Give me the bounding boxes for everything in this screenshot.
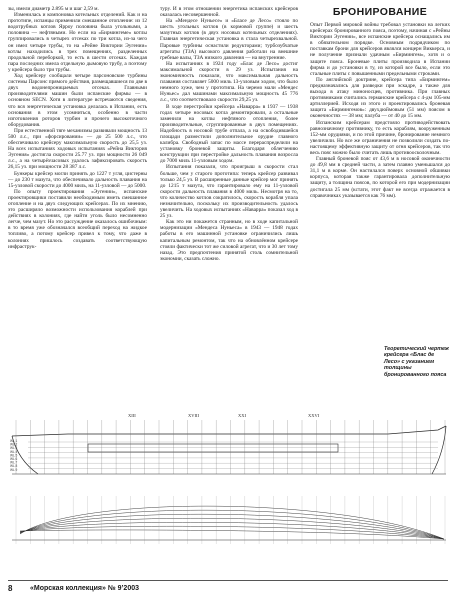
paragraph: Главный броневой пояс от 43,6 м в носовой оконечности до 49,8 мм в средней части, а затем плавно уменьшался до 31,1 м в корме. Он настилался поверх основной обшивки корпуса, которая также гарантировала дополнительную защиту, а толщина поясов, по которой его при модернизации достигала 25 мм (кстати, этот факт не всегда отражается в справочниках указывается как 76 мм). (310, 156, 450, 199)
paragraph: туру. И в этом отношении энергетика испанских крейсеров оказалась несовершенной. (160, 6, 298, 19)
paragraph: По опыту проектирования «Эугении», испанские проектировщики поставили необходимым иметь смешанное отопление и на двух следующих крейсерах. По их мнению, это расширяло возможности использования кораблей при действиях в колониях, где найти уголь было несомненно легче, чем мазут. Но это рассуждение оказалось ошибочным: в то время уже обозначался всеобщий переход на жидкое топливо, а потому крейсер привел к тому, что даже в колониях пришлось создавать соответствующую инфраструк- (8, 188, 147, 250)
paragraph: Опыт Первой мировой войны требовал установки на легких крейсерах бронированного пояса, поэтому, начиная с «Рейны Виктории Эугении», все испанские крейсера оснащались им в обязательном порядке. Основным подрядчиком по поставкам брони для крейсеров являлся концерн Виккерса, и не получение признали удачным «Бирмингем», хотя и о защите пояса. Броневые плиты производила в Испании фирма и до установки в ту, из которой все было, если это стальные плиты с повышенными предельными строками. (310, 22, 450, 77)
section-heading: БРОНИРОВАНИЕ (332, 6, 428, 18)
waterline-label: WL 5 (10, 453, 18, 458)
profile-stem (432, 426, 446, 474)
paragraph: Ход крейсеру сообщали четыре парсоновские турбины системы Парсонс прямого действия, размещавшиеся по две в двух водонепроницаемых отсеках. Главными производителями машин были испанские фирмы — в основном SECN. Хотя в литературе встречаются сведения, что вся энергетическая установка делалась в Испании, есть основания в этом усомниться, особенно в части изготовления роторов турбин и прочего высокоточного оборудования. (8, 73, 147, 128)
paragraph: зы, имели диаметр 2.895 м и шаг 2,59 м. (8, 6, 99, 12)
paragraph: Изменилась и компоновка котельных отделений. Как и на прототипе, испанцы применили смешанное отопление: из 12 водотрубных котлов Ярроу половина была угольными, а половина — нефтяными. Но если на «Бирмингеме» котлы группировались в четырех отсеках по три котла, из-за чего он имел четыре трубы, то на «Рейне Виктории Эугении» котлы находились в трех помещениях, разделенных продольной переборкой, то есть в шести отсеках. Каждая пара последних имела отдельную дымовую трубу, а поэтому у крейсера было три трубы. (8, 12, 147, 73)
waterline-label: WL 6 (10, 457, 18, 461)
paragraph: Как это ни покажется странным, но в ходе капитальной модернизации «Мендеса Нуньеса» в 1943 — 1948 годах работы в его машинной установке ограничились лишь капитальным ремонтом, так что на обновлённом крейсере стояли фактически тот же силовой агрегат, что и 30 лет тому назад. Это предпочтения принятой столь сомнительной экономии, сказать сложно. (160, 219, 298, 262)
waterline-label: WL 7 (10, 460, 18, 465)
paragraph: На «Мендесе Нуньесе» и «Бласе де Лесо» стояло по шесть угольных котлов (в кормовой группе) и шесть мазутных котлов (в двух носовых котельных отделениях). Главная энергетическая установка в стала четырехвальной. Паровые турбины оснастили редукторами; турбозубчатые агрегаты (ТЗА) высокого давления работали на внешние гребные валы, ТЗА низкого давления — на внутренние. (160, 18, 298, 61)
station-label: XVIII (188, 413, 199, 418)
paragraph: При естественной тяге механизмы развивали мощность 13 500 л.с., при «форсировании» — до 25 500 л.с., что обеспечивало крейсеру максимальную скорость до 25,5 уз. На всех испытаниях ходовых испытаниях «Рейна Виктория Эугения» достигла скорости 25.77 уз. при мощности 26 049 л.с., а на четырёхчасовых удалось зафиксировать скорость 26,15 уз. при мощности 28 387 л.с. (8, 127, 147, 171)
page-footer (8, 580, 448, 595)
publication-title: «Морская коллекция» № 9’2003 (30, 585, 139, 592)
paragraph: По английской доктрине, крейсера типа «Бирмингем» предназначались для разведки при эскадре, а также для выхода в атаку миноносцев, противника. При главных противниками считались германские крейсера с 4-дм 105-мм артиллерией. Исходя из этого и проектировались броневая защита «Бирмингемов»: двухдюймовым (51 мм) поясом в оконечностях — 38 мм; палуба — от 40 до 15 мм. (310, 76, 450, 120)
half-breadth-curve (20, 530, 444, 539)
page-number: 8 (8, 584, 13, 593)
ship-lines-svg (8, 412, 450, 572)
text-column-3-body (310, 22, 450, 199)
waterline-label: WL 3 (10, 446, 18, 451)
paragraph: На испытаниях в 1924 году «Блас де Лесо» достиг максимальной скорости в 29 уз. Испытания на экономичность показали, что максимальная дальность плавания составляет 5000 миль 13-узловым ходом, что было немного хуже, чем у прототипа. На черемо мали «Мендес Нуньес» дал машинами максимальную мощность 45 776 л.с., что соответствовало скорости 29,25 уз. (160, 60, 298, 104)
station-label: XXI (238, 413, 246, 418)
text-column-1 (8, 6, 147, 408)
armor-belt (88, 444, 338, 452)
waterline-label: WL 9 (10, 467, 18, 472)
ship-lines-drawing (8, 412, 450, 572)
paragraph: В ходе перестройки крейсера «Наварра» в 1937 — 1938 годах четыре носовых котла демонтировали, а остальные заменили на котлы нефтяного отопления, более производительные, сгруппированные в двух помещениях. Надобность в носовой трубе отпала, а на освободившейся площади разместили дополнительное орудие главного калибра. Свободный запас по массе перераспределили на установку броневой защиты. Благодаря облегчению конструкции при перестройке дальность плавания возросла до 7000 миль 11-узловым ходом. (160, 103, 298, 165)
text-column-2 (160, 6, 298, 408)
paragraph: Бункеры крейсер могли принять до 1227 т угля, цистерны — до 230 т мазута, что обеспечивало дальность плавания на 15-узловой скорости до 4000 миль, на 11-узловой — до 5000. (8, 170, 147, 189)
drawing-caption: Теоретический чертеж крейсера «Блас де Лесо» с указанием толщины бронированного пояса (384, 346, 449, 378)
profile-deck-line (12, 426, 446, 436)
station-label: XIII (128, 413, 136, 418)
paragraph: Испанским крейсерам предстояло противодействовать равнозначному противнику, то есть кораблям, вооруженным 152-мм орудиями, и по этой причине, бронирование немного увеличили. Но все же ограничения не позволили создать по-настоящему эффективную защиту от огня крейсеров, так что весь пояс можно было считать лишь противоосколочным. (310, 119, 450, 156)
paragraph: Испытания показали, что проигрыш в скорости стал больше, чем у старого прототипа: теперь крейсер развивал только 24,5 уз. В расширенные данные крейсер мог принять до 1215 т мазута, что гарантировало ему на 11-узловой скорости дальность плавания в 4000 миль. Несмотря на то, что количество котлов сократилось, скорость корабля упала незначительно, поскольку их производительность удалось увеличить. На ходовых испытаниях «Наварра» показал ход в 25 уз. (160, 164, 298, 220)
waterline-label: WL 4 (10, 449, 18, 454)
waterline-label: WL 8 (10, 464, 18, 469)
waterline-label: WL 2 (10, 442, 18, 447)
station-label: XXVI (308, 413, 320, 418)
waterline-label: WL 1 (10, 439, 18, 443)
